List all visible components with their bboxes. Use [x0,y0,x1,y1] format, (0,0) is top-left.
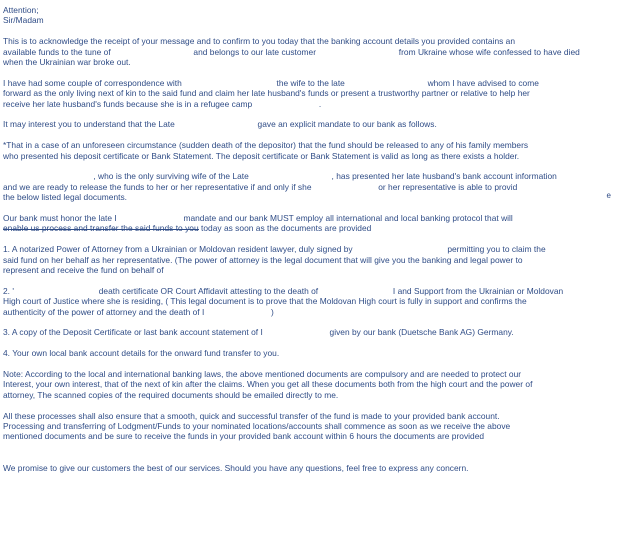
text: who presented his deposit certificate or Bank Statement. The deposit certificate or Bank Statement is valid as long as there exists a holder. [3,150,520,161]
redacted-name [321,288,391,295]
text: High court of Justice where she is residing, ( This legal document is to prove that the Moldovan High court is fully in support and confirms the [3,296,527,307]
text: permitting you to claim the [447,244,546,255]
greeting-line: Attention; [3,5,39,15]
text: mandate and our bank MUST employ all international and local banking protocol that will [183,213,513,224]
text: given by our bank (Duetsche Bank AG) Germany. [329,327,514,338]
text: said fund on her behalf as her representative. (The power of attorney is the legal document that will give you the banking and legal power to [3,254,523,265]
paragraph-surviving-wife [3,171,609,202]
text: and belongs to our late customer [193,46,317,57]
text: Note: According to the local and international banking laws, the above mentioned documents are compulsory and are needed to protect our [3,369,522,380]
list-item-deposit-certificate [3,327,609,337]
paragraph-mandate-quote [3,140,609,161]
redacted-name [355,246,445,253]
paragraph-protocol [3,213,609,234]
text: *That in a case of an unforeseen circumstance (sudden death of the depositor) that the fund should be released to any of his family members [3,140,529,151]
text: Our bank must honor the late I [3,213,117,224]
redacted-name [207,309,269,316]
letter-body [3,5,609,473]
text: whom I have advised to come [427,77,539,88]
paragraph-processing [3,411,609,442]
text: the wife to the late [276,77,345,88]
text: represent and receive the fund on behalf of [3,265,164,276]
redacted-location [255,101,317,108]
text: or her representative is able to provid [378,181,518,192]
text: All these processes shall also ensure that a smooth, quick and successful transfer of the fund is made to your provided bank account. [3,410,500,421]
text: 3. A copy of the Deposit Certificate or last bank account statement of I [3,327,263,338]
redacted-name [318,49,396,56]
stray-character: e [606,191,611,200]
text: the below listed legal documents. [3,192,128,203]
text: Processing and transferring of Lodgment/Funds to your nominated locations/accounts shall commence as soon as we receive the above [3,421,511,432]
list-item-death-certificate [3,286,609,317]
paragraph-acknowledgement [3,36,609,67]
greeting-line: Sir/Madam [3,15,44,26]
text: when the Ukrainian war broke out. [3,57,131,68]
paragraph-closing: We promise to give our customers the best of our services. Should you have any questions, feel free to express any concern. [3,462,469,473]
text: , has presented her late husband's bank account information [331,171,557,182]
redacted-name [3,173,91,180]
text: I and Support from the Ukrainian or Moldovan [392,285,564,296]
text: from Ukraine whose wife confessed to have died [398,46,580,57]
text: available funds to the tune of [3,46,111,57]
text: today as soon as the documents are provided [201,223,372,234]
text: 1. A notarized Power of Attorney from a Ukrainian or Moldovan resident lawyer, duly signed by [3,244,353,255]
text: 2. ' [3,285,14,296]
paragraph-correspondence [3,78,609,109]
redacted-name [347,80,425,87]
text: This is to acknowledge the receipt of your message and to confirm to you today that the banking account details you provided contains an [3,36,516,47]
text: death certificate OR Court Affidavit attesting to the death of [98,285,319,296]
redacted-name [265,329,327,336]
text: enable us process and transfer the said funds to you [3,223,199,234]
paragraph-mandate [3,119,609,129]
text: forward as the only living next of kin to the said fund and claim her late husband's funds or present a trustworthy partner or relative to help her [3,88,530,99]
redacted-name [251,173,329,180]
text: , who is the only surviving wife of the Late [93,171,249,182]
text: It may interest you to understand that the Late [3,119,175,130]
redacted-name [177,121,255,128]
redacted-name [184,80,274,87]
redacted-amount [113,49,191,56]
list-item-power-of-attorney [3,244,609,275]
text: I have had some couple of correspondence with [3,77,182,88]
redacted-name [119,215,181,222]
text: mentioned documents and be sure to receive the funds in your provided bank account within 6 hours the documents are provided [3,431,485,442]
text: Interest, your own interest, that of the next of kin after the claims. When you get all these documents both from the high court and the power of [3,379,533,390]
paragraph-note [3,369,609,400]
text: gave an explicit mandate to our bank as follows. [257,119,437,130]
redacted-name [314,184,376,191]
text: and we are ready to release the funds to her or her representative if and only if she [3,181,312,192]
text: . [318,98,322,109]
text: authenticity of the power of attorney and the death of I [3,306,205,317]
text: ) [271,306,274,317]
text: receive her late husband's funds because she is in a refugee camp [3,98,253,109]
text: attorney, The scanned copies of the required documents should be emailed directly to me. [3,389,339,400]
redacted-name [16,288,96,295]
list-item-bank-details: 4. Your own local bank account details for the onward fund transfer to you. [3,348,280,359]
